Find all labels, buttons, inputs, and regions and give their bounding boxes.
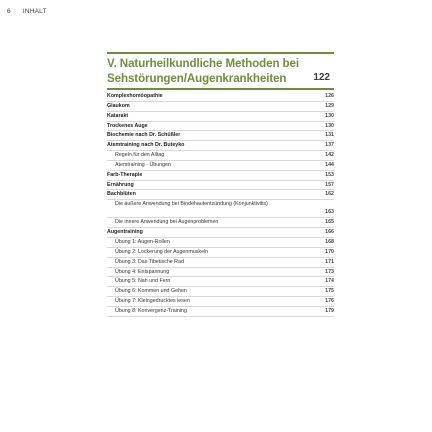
toc-entry-page: 131 (325, 132, 334, 139)
toc-entry-title: Regeln für den Alltag (115, 152, 165, 159)
toc-entry-page: 130 (325, 112, 334, 119)
toc-entry-title: Atemtraining nach Dr. Buteyko (107, 142, 185, 149)
toc-entry-title: Die innere Anwendung bei Augenproblemen (115, 219, 219, 226)
section-label: INHALT (22, 8, 47, 15)
toc-entry-page: 176 (325, 298, 334, 305)
running-header (7, 8, 47, 15)
toc-entry-page: 129 (325, 102, 334, 109)
toc-entry-title: Katarakt (107, 112, 129, 119)
toc-entry-title: Trockenes Auge (107, 122, 148, 129)
toc-entry[interactable] (107, 200, 334, 218)
toc-entry-page: 165 (325, 219, 334, 226)
toc-entry[interactable] (107, 228, 334, 238)
toc-entry-title: Übung 3: Das Tibetische Rad (115, 258, 184, 265)
toc-entry-page: 175 (325, 288, 334, 295)
toc-entry[interactable] (107, 277, 334, 287)
toc-entry-title: Übung 8: Konvergenz-Training (115, 307, 187, 314)
toc-entry[interactable] (107, 181, 334, 191)
toc-entry[interactable] (107, 102, 334, 112)
toc-list (107, 92, 334, 317)
toc-entry-page: 173 (325, 268, 334, 275)
toc-entry-page: 171 (325, 258, 334, 265)
toc-entry-title: Augentraining (107, 229, 143, 236)
toc-entry-page: 126 (325, 93, 334, 99)
chapter-bottom-rule (107, 88, 334, 90)
toc-entry-title: Biochemie nach Dr. Schüßler (107, 132, 181, 139)
toc-entry[interactable] (107, 151, 334, 161)
toc-entry[interactable] (107, 112, 334, 122)
toc-entry-title: Ernährung (107, 181, 134, 188)
toc-entry[interactable] (107, 307, 334, 317)
toc-entry-page: 166 (325, 229, 334, 236)
toc-entry-page: 174 (325, 278, 334, 285)
toc-entry[interactable] (107, 190, 334, 200)
toc-entry-page: 137 (325, 142, 334, 149)
toc-entry-title: Übung 1: Augen-Rollen (115, 238, 170, 245)
toc-entry[interactable] (107, 161, 334, 171)
toc-entry-title: Übung 7: Kleingedrucktes lesen (115, 298, 190, 305)
toc-entry-page: 153 (325, 171, 334, 178)
toc-entry[interactable] (107, 297, 334, 307)
toc-entry-title: Die äußere Anwendung bei Bindehautentzündung (Konjunktivitis) (115, 201, 268, 208)
toc-entry-title: Bachblüten (107, 191, 136, 198)
chapter-page: 122 (313, 72, 330, 83)
toc-entry[interactable] (107, 268, 334, 278)
toc-entry-title: Komplexhomöopathie (107, 93, 163, 99)
toc-entry[interactable] (107, 258, 334, 268)
toc-entry-title: Übung 6: Kommen und Gehen (115, 288, 187, 295)
toc-entry-page: 130 (325, 122, 334, 129)
toc-entry-title: Glaukom (107, 102, 130, 109)
toc-entry[interactable] (107, 248, 334, 258)
toc-entry[interactable] (107, 122, 334, 132)
toc-entry-title: Atemtraining - Übungen (115, 161, 171, 168)
toc-entry-title: Übung 4: Entspannung (115, 268, 170, 275)
toc-entry-page: 144 (325, 161, 334, 168)
toc-entry-title: Übung 5: Nah und Fern (115, 278, 171, 285)
toc-entry-title: Übung 2: Lockerung der Augenmuskeln (115, 248, 209, 255)
chapter-top-rule (107, 52, 334, 54)
toc-entry-page: 142 (325, 152, 334, 159)
toc-entry[interactable] (107, 171, 334, 181)
toc-entry-page: 179 (325, 307, 334, 314)
toc-entry[interactable] (107, 141, 334, 151)
toc-entry-title: Farb-Therapie (107, 171, 143, 178)
toc-entry[interactable] (107, 131, 334, 141)
toc-entry-page: 162 (325, 191, 334, 198)
page-number: 6 (7, 8, 11, 15)
chapter-title: V. Naturheilkundliche Methoden bei Sehstörungen/Augenkrankheiten (107, 57, 300, 85)
toc-entry[interactable] (107, 287, 334, 297)
toc-entry[interactable] (107, 238, 334, 248)
toc-entry-page: 157 (325, 181, 334, 188)
toc-entry-page: 170 (325, 248, 334, 255)
toc-entry-page: 163 (325, 209, 334, 216)
toc-entry[interactable] (107, 218, 334, 228)
toc-entry[interactable] (107, 92, 334, 102)
toc-entry-page: 168 (325, 238, 334, 245)
